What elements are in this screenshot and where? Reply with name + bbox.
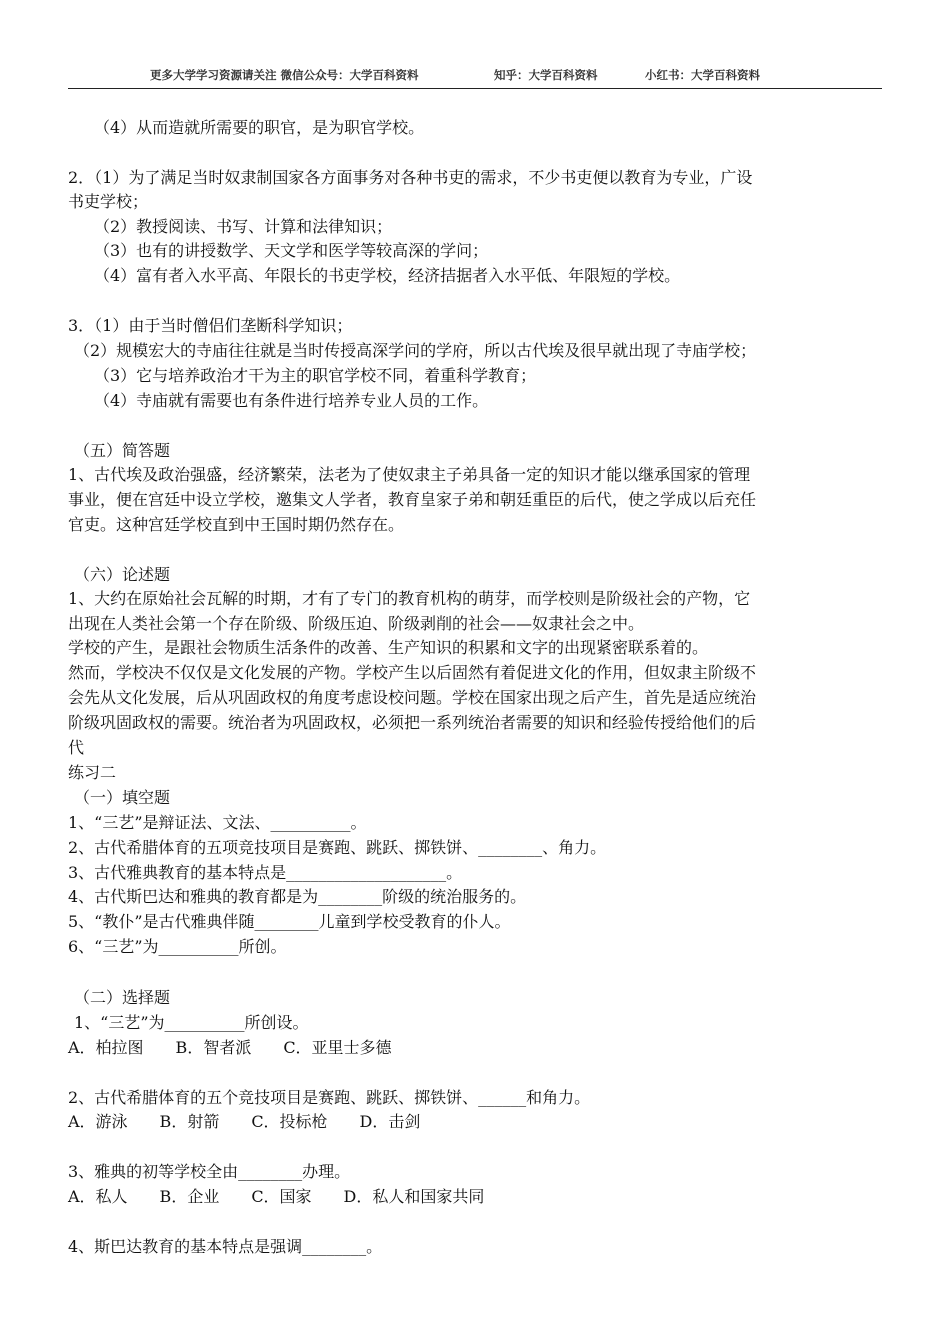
question: 3、雅典的初等学校全由________办理。 [68,1162,351,1181]
exercise-title: 练习二 [68,763,117,782]
text-line: （3）也有的讲授数学、天文学和医学等较高深的学问； [94,241,489,260]
text-line: （4）从而造就所需要的职官，是为职官学校。 [94,118,425,137]
section-heading: （二）选择题 [74,988,171,1007]
question: 4、古代斯巴达和雅典的教育都是为________阶级的统治服务的。 [68,887,527,906]
answer-options: A．柏拉图 B．智者派 C．亚里士多德 [68,1038,392,1057]
section-heading: （一）填空题 [74,788,171,807]
text-line: 事业，便在宫廷中设立学校，邀集文人学者，教育皇家子弟和朝廷重臣的后代，使之学成以后充任 [68,490,757,509]
question: 2、古代希腊体育的五个竞技项目是赛跑、跳跃、掷铁饼、______和角力。 [68,1088,591,1107]
question: 1、“三艺”为__________所创设。 [74,1013,309,1032]
question: 4、斯巴达教育的基本特点是强调________。 [68,1237,383,1256]
text-line: 学校的产生，是跟社会物质生活条件的改善、生产知识的积累和文字的出现紧密联系着的。 [68,638,709,657]
text-line: 出现在人类社会第一个存在阶级、阶级压迫、阶级剥削的社会——奴隶社会之中。 [68,614,645,633]
page-header [68,64,882,89]
text-line: （3）它与培养政治才干为主的职官学校不同，着重科学教育； [94,366,537,385]
header-xiaohongshu: 小红书：大学百科资料 [645,68,760,82]
section-heading: （五）简答题 [74,441,171,460]
answer-options: A．私人 B．企业 C．国家 D．私人和国家共同 [68,1187,485,1206]
text-line: 然而，学校决不仅仅是文化发展的产物。学校产生以后固然有着促进文化的作用，但奴隶主阶级不 [68,663,757,682]
text-line: （2）规模宏大的寺庙往往就是当时传授高深学问的学府，所以古代埃及很早就出现了寺庙学校； [74,341,757,360]
section-heading: （六）论述题 [74,565,171,584]
question: 6、“三艺”为__________所创。 [68,937,287,956]
text-line: 阶级巩固政权的需要。统治者为巩固政权，必须把一系列统治者需要的知识和经验传授给他们的后 [68,713,757,732]
question: 5、“教仆”是古代雅典伴随________儿童到学校受教育的仆人。 [68,912,511,931]
text-line: 2．（1）为了满足当时奴隶制国家各方面事务对各种书吏的需求，不少书吏便以教育为专业，广设 [68,168,753,187]
question: 1、“三艺”是辩证法、文法、__________。 [68,813,367,832]
header-zhihu: 知乎：大学百科资料 [494,68,598,82]
header-wechat: 更多大学学习资源请关注 微信公众号：大学百科资料 [150,68,419,82]
text-line: 代 [68,738,85,757]
question: 3、古代雅典教育的基本特点是____________________。 [68,863,463,882]
text-line: （4）寺庙就有需要也有条件进行培养专业人员的工作。 [94,391,489,410]
text-line: 书吏学校； [68,192,149,211]
text-line: 3．（1）由于当时僧侣们垄断科学知识； [68,316,353,335]
text-line: 官吏。这种宫廷学校直到中王国时期仍然存在。 [68,515,405,534]
text-line: 1、古代埃及政治强盛，经济繁荣，法老为了使奴隶主子弟具备一定的知识才能以继承国家的管理 [68,465,751,484]
text-line: 1、大约在原始社会瓦解的时期，才有了专门的教育机构的萌芽，而学校则是阶级社会的产物，它 [68,589,751,608]
question: 2、古代希腊体育的五项竞技项目是赛跑、跳跃、掷铁饼、________、角力。 [68,838,607,857]
text-line: （4）富有者入水平高、年限长的书吏学校，经济拮据者入水平低、年限短的学校。 [94,266,681,285]
text-line: 会先从文化发展，后从巩固政权的角度考虑设校问题。学校在国家出现之后产生，首先是适应统治 [68,688,757,707]
text-line: （2）教授阅读、书写、计算和法律知识； [94,217,393,236]
answer-options: A．游泳 B．射箭 C．投标枪 D．击剑 [68,1112,421,1131]
